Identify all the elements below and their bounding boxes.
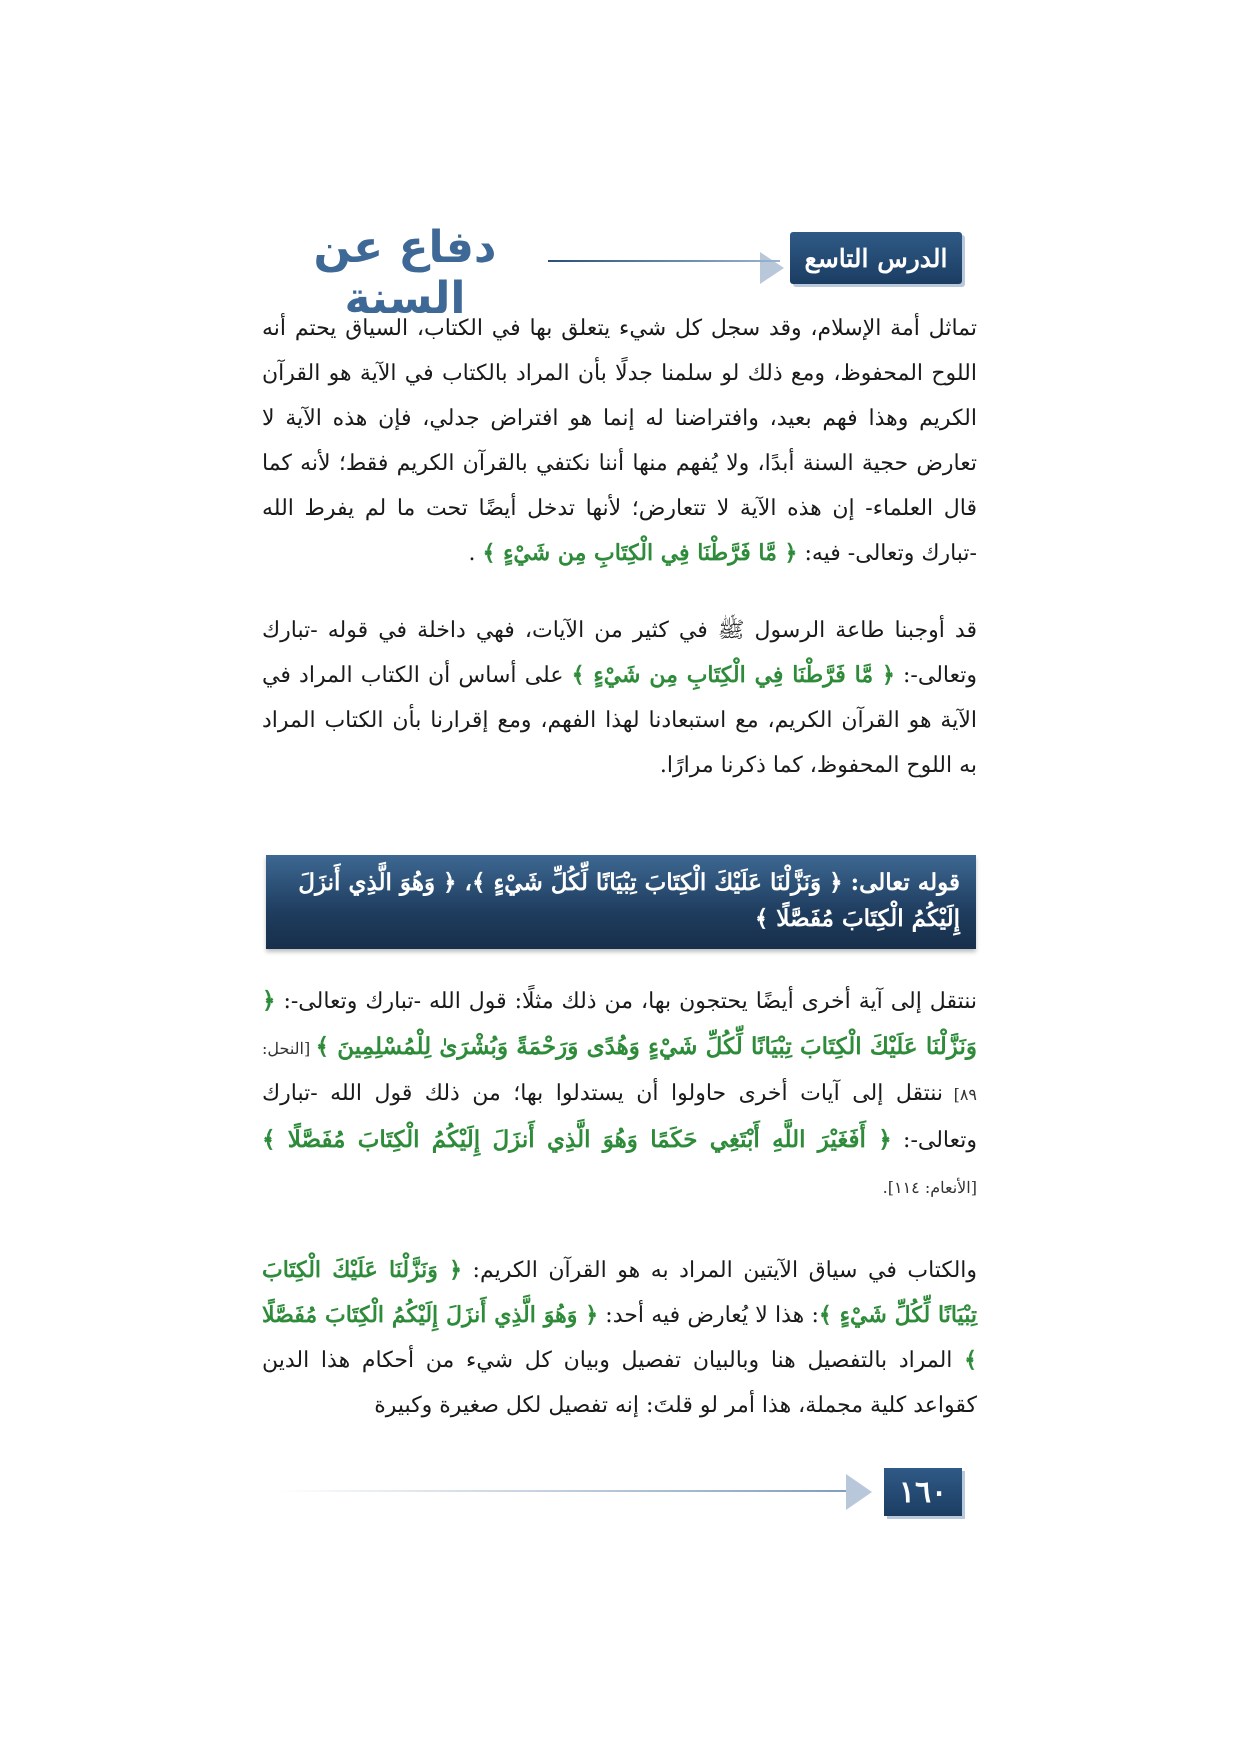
- quran-verse: ﴿ مَّا فَرَّطْنَا فِي الْكِتَابِ مِن شَيْءٍ ﴾: [482, 540, 798, 566]
- paragraph-4-text-3: المراد بالتفصيل هنا وبالبيان تفصيل وبيان كل شيء من أحكام هذا الدين كقواعد كلية مجملة، هذا أمر لو قلتَ: إنه تفصيل لكل صغيرة وكبيرة: [262, 1348, 977, 1418]
- page-number: ١٦٠: [884, 1468, 962, 1516]
- paragraph-2-text-before: قد أوجبنا طاعة الرسول ﷺ في كثير من الآيات، فهي داخلة في قوله -تبارك وتعالى-:: [262, 618, 977, 688]
- quran-verse: ﴿ وَنَزَّلْنَا عَلَيْكَ الْكِتَابَ تِبْيَانًا لِّكُلِّ شَيْءٍ ﴾: [262, 1257, 977, 1328]
- section-heading-lead: قوله تعالى:: [842, 869, 960, 896]
- paragraph-1: [262, 306, 977, 576]
- verse-reference: [الأنعام: ١١٤].: [882, 1178, 977, 1197]
- lesson-label: الدرس التاسع: [804, 243, 948, 273]
- verse-reference: [النحل: ٨٩]: [262, 1039, 978, 1104]
- page-title: دفاع عن السنة: [313, 222, 497, 324]
- paragraph-4-text-2: : هذا لا يُعارض فيه أحد:: [598, 1303, 819, 1328]
- section-heading-banner: [266, 855, 976, 949]
- footer-divider: [276, 1490, 856, 1492]
- paragraph-4: [262, 1248, 977, 1428]
- paragraph-2: [262, 608, 977, 788]
- section-heading: [280, 865, 960, 937]
- section-heading-separator: ،: [456, 869, 472, 896]
- paragraph-2-text-after: على أساس أن الكتاب المراد في الآية هو القرآن الكريم، مع استبعادنا لهذا الفهم، ومع إقرارنا بأن الكتاب المراد به اللوح المحفوظ، كما ذكرنا مرارًا.: [262, 663, 977, 778]
- footer-arrow-decoration: [846, 1474, 872, 1510]
- section-heading-verse-2: ﴿ وَهُوَ الَّذِي أَنزَلَ إِلَيْكُمُ الْكِتَابَ مُفَصَّلًا ﴾: [298, 869, 960, 932]
- quran-verse: ﴿ وَهُوَ الَّذِي أَنزَلَ إِلَيْكُمُ الْكِتَابَ مُفَصَّلًا ﴾: [262, 1302, 977, 1373]
- paragraph-3-text-1: ننتقل إلى آية أخرى أيضًا يحتجون بها، من ذلك مثلًا: قول الله -تبارك وتعالى-:: [275, 989, 978, 1014]
- quran-verse: ﴿ وَنَزَّلْنَا عَلَيْكَ الْكِتَابَ تِبْيَانًا لِّكُلِّ شَيْءٍ وَهُدًى وَرَحْمَةً وَبُشْرَىٰ لِلْمُسْلِمِينَ ﴾: [262, 987, 978, 1060]
- quran-verse: ﴿ أَفَغَيْرَ اللَّهِ أَبْتَغِي حَكَمًا وَهُوَ الَّذِي أَنزَلَ إِلَيْكُمُ الْكِتَابَ مُفَصَّلًا ﴾: [262, 1126, 892, 1153]
- paragraph-3: [262, 978, 977, 1210]
- paragraph-1-end: .: [468, 541, 483, 566]
- header-divider: [548, 260, 780, 262]
- paragraph-3-text-2: ننتقل إلى آيات أخرى حاولوا أن يستدلوا بها؛ من ذلك قول الله -تبارك وتعالى-:: [262, 1081, 977, 1153]
- paragraph-4-text-1: والكتاب في سياق الآيتين المراد به هو القرآن الكريم:: [462, 1258, 978, 1283]
- section-heading-verse-1: ﴿ وَنَزَّلْنَا عَلَيْكَ الْكِتَابَ تِبْيَانًا لِّكُلِّ شَيْءٍ ﴾: [471, 869, 843, 896]
- header-arrow-decoration: [760, 252, 784, 284]
- quran-verse: ﴿ مَّا فَرَّطْنَا فِي الْكِتَابِ مِن شَيْءٍ ﴾: [571, 662, 895, 688]
- lesson-badge: [790, 232, 962, 284]
- paragraph-1-text: تماثل أمة الإسلام، وقد سجل كل شيء يتعلق بها في الكتاب، السياق يحتم أنه اللوح المحفوظ، ومع ذلك لو سلمنا جدلًا بأن المراد بالكتاب في الآية هو القرآن الكريم وهذا فهم بعيد، وافتراضنا له إنما هو افتراض جدلي، فإن هذه الآية لا تعارض حجية السنة أبدًا، ولا يُفهم منها أننا نكتفي بالقرآن الكريم فقط؛ لأنه كما قال العلماء- إن هذه الآية لا تتعارض؛ لأنها تدخل أيضًا تحت ما لم يفرط الله -تبارك وتعالى- فيه:: [262, 316, 977, 566]
